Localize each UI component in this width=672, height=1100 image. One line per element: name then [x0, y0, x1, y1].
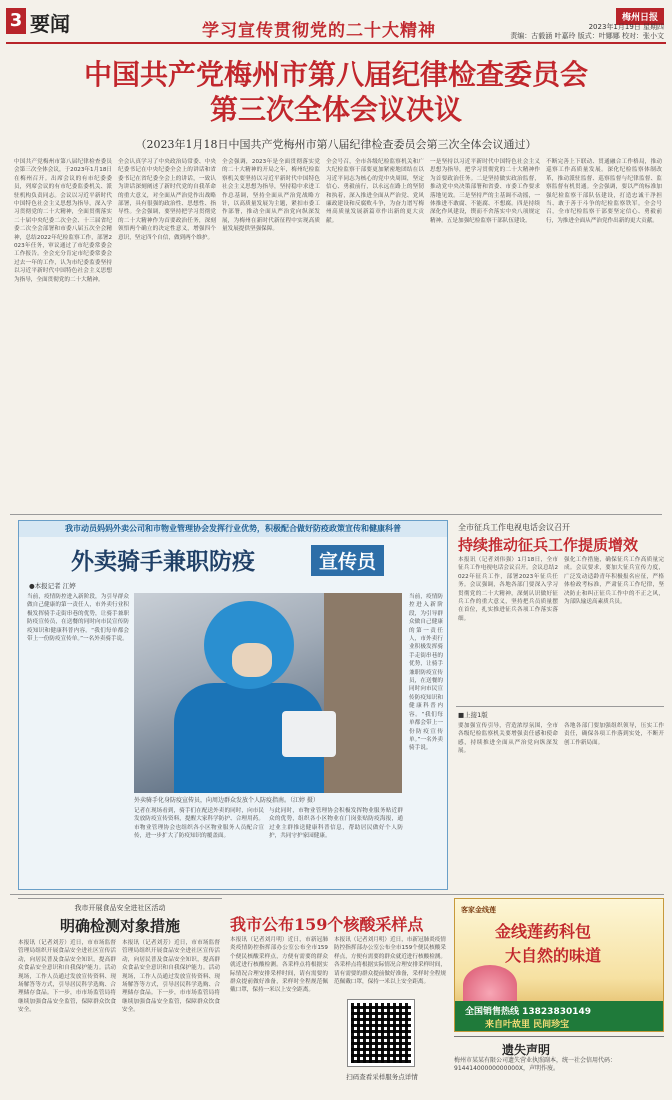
lower-divider [10, 894, 664, 895]
advertisement[interactable] [454, 898, 664, 1032]
body-column-6: 不断完善上下联动、贯通融合工作格局，推动巡察工作高质量发展。深化纪检监察体制改革，推动派驻监督、巡察监督与纪律监督、监察监督有机贯通。全会强调，要以严的标准加强纪检监察干部队伍建设，打造忠诚干净担当、敢于善于斗争的纪检监察铁军。全会号召，全市纪检监察干部要坚定信心、勇毅前行，为推进全面从严治党作出新的更大贡献。 [546, 159, 662, 224]
section-name: 要闻 [30, 12, 70, 36]
qr-code[interactable] [348, 1000, 414, 1066]
photo-caption: 外卖骑手化身防疫宣传员，向周边群众发放个人防疫指南。（江婷 摄） [134, 797, 319, 804]
lost-notice [454, 1036, 664, 1094]
promo-title: 外卖骑手兼职防疫 [71, 548, 255, 575]
delivery-rider-photo [134, 593, 402, 793]
food-safety-column-1: 本报讯（记者刘芳）近日，市市场监督管理局组织开展食品安全进社区宣传活动，向居民普及食品安全知识，提高群众食品安全意识和自我保护能力。活动现场，工作人员通过发放宣传资料、现场解答等方式，引导居民科学选购、合理储存食品。下一步，市市场监管局将继续加强食品安全监管，保障群众饮食安全。 [18, 940, 116, 1014]
promo-column-1: 当前，疫情防控进入新阶段，为引导群众做自己健康的第一责任人，市外卖行业积极发挥骑手走街串巷的优势，让骑手兼职防疫宣传员，在送餐的同时向市民宣传防疫知识和健康科普内容。“我们每单都会带上一份防疫宣传单。”一名外卖骑手说。 [27, 594, 129, 643]
lotus-icon [463, 965, 517, 1005]
sampling-column-1: 本报讯（记者刘月明）近日，市新冠肺炎疫情防控指挥部办公室公布全市159个便民核酸采样点，方便有需要的群众就近进行核酸检测。各采样点将根据实际情况合理安排采样时间，请有需要的群众提前做好准备，采样时全程规范佩戴口罩，保持一米以上安全距离。 [230, 937, 328, 994]
conscription-column-1: 本报讯（记者刘伟强）1月18日，全市征兵工作电视电话会议召开。会议总结2022年征兵工作，部署2023年征兵任务。会议强调，各地各部门要深入学习贯彻党的二十大精神，深刻认识做好征兵工作的重大意义，坚持把兵员质量摆在首位，扎实推进征兵各项工作落实落细。 [458, 557, 558, 622]
ad-slogan: 来自叶故里 民间珍宝 [485, 1020, 570, 1030]
ad-phone: 全国销售热线 13823830149 [465, 1007, 592, 1017]
ad-contact-bar [455, 1001, 663, 1031]
issue-date: 2023年1月19日 星期四 [588, 23, 664, 31]
main-headline [10, 58, 662, 128]
page-header [6, 6, 666, 44]
section-number: 3 [6, 8, 26, 34]
lost-notice-title: 遗失声明 [502, 1043, 551, 1057]
promo-byline: ●本报记者 江婷 [29, 582, 76, 590]
body-column-5: 一是坚持以习近平新时代中国特色社会主义思想为指导，把学习贯彻党的二十大精神作为首要政治任务。二是坚持做实政治监督，推动党中央决策部署和省委、市委工作要求落地见效。三是坚持严的主基调不动摇，一体推进不敢腐、不能腐、不想腐。四是持续深化作风建设，锲而不舍落实中央八项规定精神。五是加强纪检监察干部队伍建设。 [430, 159, 540, 224]
body-column-4: 全会号召，全市各级纪检监察机关和广大纪检监察干部要更加紧密地团结在以习近平同志为核心的党中央周围，坚定信心、勇毅前行，以永远在路上的坚韧和执着，深入推进全面从严治党、党风廉政建设和反腐败斗争，为奋力谱写梅州高质量发展新篇章作出新的更大贡献。 [326, 159, 424, 224]
continued-column-2: 各地各部门要加强组织领导，压实工作责任，确保各项工作落到实处，不断开创工作新局面。 [564, 723, 664, 746]
headline-line-2: 第三次全体会议决议 [209, 93, 462, 126]
promo-column-4: 当前，疫情防控进入新阶段，为引导群众做自己健康的第一责任人，市外卖行业积极发挥骑手走街串巷的优势，让骑手兼职防疫宣传员，在送餐的同时向市民宣传防疫知识和健康科普内容。“我们每单都会带上一份防疫宣传单。”一名外卖骑手说。 [409, 594, 443, 752]
editors-line: 责编：古毅涵 叶嘉玲 版式：叶娜娜 校对：张小文 [510, 32, 664, 40]
ad-headline-1: 金线莲药科包 [495, 922, 592, 941]
continued-column-1: 要加强宣传引导，营造浓厚氛围，全市各级纪检监察机关要增强责任感和使命感，持续推进全面从严治党向纵深发展。 [458, 723, 558, 755]
paper-logo: 梅州日报 [616, 8, 664, 25]
sampling-points-title: 我市公布159个核酸采样点 [230, 915, 424, 934]
promo-column-3: 与此同时，市物业管理协会积极发挥物业服务贴近群众的优势，组织各小区物业在门岗张贴防疫海报，通过业主群推送健康科普信息，帮助居民做好个人防护，共同守护家园健康。 [269, 808, 403, 840]
food-safety-article [18, 898, 222, 1094]
conscription-column-2: 强化工作措施，确保征兵工作高质量完成。会议要求，要加大征兵宣传力度，广泛发动适龄青年积极报名应征，严格体检政考标准，严肃征兵工作纪律，坚决防止和纠正征兵工作中的不正之风，为部队输送高素质兵员。 [564, 557, 664, 606]
food-safety-title: 明确检测对象措施 [59, 917, 180, 935]
food-safety-column-2: 本报讯（记者刘芳）近日，市市场监督管理局组织开展食品安全进社区宣传活动，向居民普及食品安全知识，提高群众食品安全意识和自我保护能力。活动现场，工作人员通过发放宣传资料、现场解答等方式，引导居民科学选购、合理储存食品。下一步，市市场监管局将继续加强食品安全监管，保障群众饮食安全。 [122, 940, 220, 1014]
promo-feature-box [18, 520, 448, 890]
body-column-2: 全会认真学习了中央政治局常委、中央纪委书记在中央纪委全会上的讲话和省委书记在省纪委全会上的讲话，一致认为讲话深刻阐述了新时代党的自我革命的重大意义，对全面从严治党作出战略部署，具有很强的政治性、思想性、指导性。全会强调，要坚持把学习贯彻党的二十大精神作为首要政治任务，深刻领悟两个确立的决定性意义，增强四个意识，坚定四个自信，做到两个维护。 [118, 159, 216, 241]
body-column-3: 全会强调，2023年是全面贯彻落实党的二十大精神的开局之年，梅州纪检监察机关要坚持以习近平新时代中国特色社会主义思想为指导，坚持稳中求进工作总基调，坚持全面从严治党战略方针，以高质量发展为主题，紧扣市委工作部署，推动全面从严治党向纵深发展，为梅州在新时代新征程中实现高质量发展提供坚强保障。 [222, 159, 320, 233]
qr-caption: 扫码查看采样服务点详情 [346, 1073, 418, 1081]
sampling-column-2: 本报讯（记者刘月明）近日，市新冠肺炎疫情防控指挥部办公室公布全市159个便民核酸采样点，方便有需要的群众就近进行核酸检测。各采样点将根据实际情况合理安排采样时间，请有需要的群众提前做好准备，采样时全程规范佩戴口罩，保持一米以上安全距离。 [334, 937, 446, 986]
date-line [510, 23, 664, 41]
section-divider [10, 514, 662, 515]
headline-line-1: 中国共产党梅州市第八届纪律检查委员会 [83, 58, 588, 91]
section-slogan: 学习宣传贯彻党的二十大精神 [202, 21, 436, 41]
food-safety-kicker: 我市开展食品安全进社区活动 [74, 904, 166, 912]
promo-tag: 宣传员 [311, 545, 384, 576]
body-column-1: 中国共产党梅州市第八届纪律检查委员会第三次全体会议，于2023年1月18日在梅州召开。出席会议的有市纪委委员，列席会议的有市纪委监委机关、派驻机构负责同志。会议以习近平新时代中国特色社会主义思想为指导，深入学习贯彻党的二十大精神，全面贯彻落实二十届中央纪委二次全会、十三届省纪委二次全会部署和市委八届五次全会精神，总结2022年纪检监察工作，部署2023年任务，审议通过了市纪委常委会工作报告。全会充分肯定市纪委常委会过去一年的工作，认为市纪委监委坚持以习近平新时代中国特色社会主义思想为指导，全面贯彻党的二十大精神。 [14, 159, 112, 283]
conscription-title: 持续推动征兵工作提质增效 [458, 536, 639, 554]
ad-headline-2: 大自然的味道 [505, 946, 602, 965]
article-divider [456, 706, 664, 707]
promo-topline: 我市动员妈妈外卖公司和市物业管理协会发挥行业优势，积极配合做好防疫政策宣传和健康科普 [19, 521, 447, 537]
headline-subhead: （2023年1月18日中国共产党梅州市第八届纪律检查委员会第三次全体会议通过） [135, 138, 537, 151]
lost-notice-text: 梅州市某某有限公司遗失营业执照副本，统一社会信用代码：91441400000000000X，声明作废。 [454, 1057, 617, 1072]
promo-column-2: 记者在现场看到，骑手们在配送外卖的同时，向市民发放防疫宣传资料，提醒大家科学防护、合理用药。市物业管理协会也组织各小区物业服务人员配合宣传，进一步扩大了防疫知识的覆盖面。 [134, 808, 264, 840]
conscription-kicker: 全市征兵工作电视电话会议召开 [458, 523, 570, 532]
ad-brand: 客家金线莲 [461, 906, 496, 914]
continued-marker: ■上接1版 [458, 711, 488, 719]
